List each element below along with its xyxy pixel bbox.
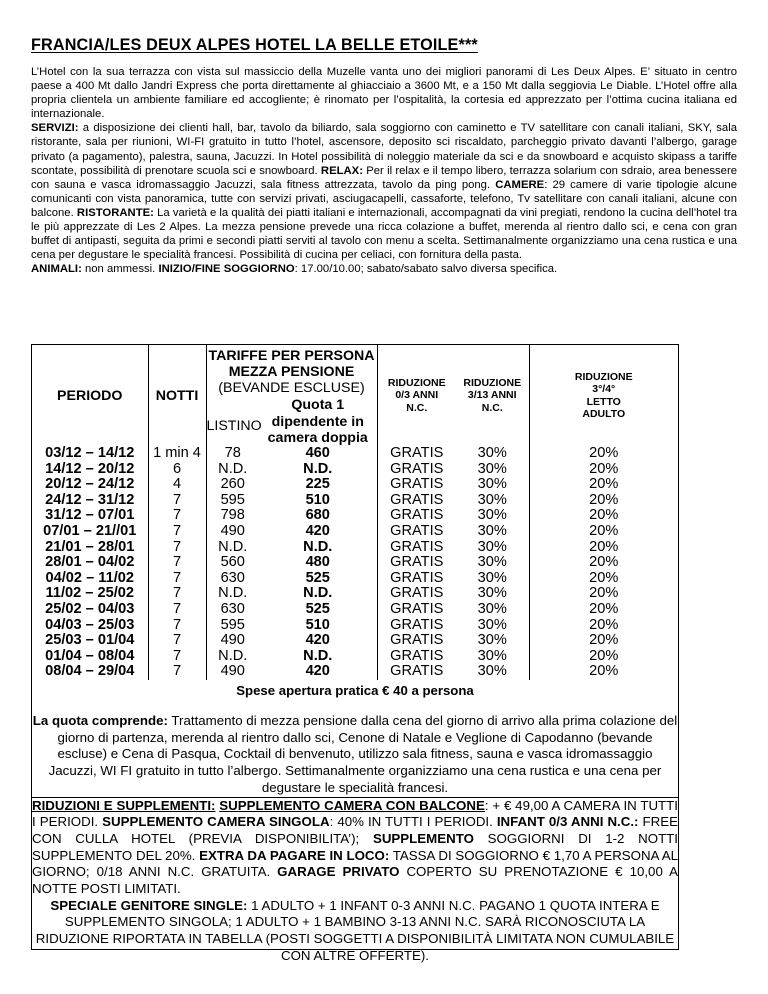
relax-text: Per il relax e il tempo libero, terrazza solarium con sdraio, area benessere con sauna e vasca idromassaggio Jacuzzi, sala fitness attrezzata, tavolo da ping pong. — [31, 164, 737, 191]
listino-cell: 798 — [206, 508, 259, 524]
table-row — [32, 649, 678, 665]
notti-cell: 7 — [148, 555, 206, 571]
quota-cell: 525 — [305, 569, 330, 586]
table-row — [32, 446, 678, 462]
rid-3-4-letto-cell: 20% — [529, 524, 678, 540]
quota-cell: 510 — [305, 616, 330, 633]
rid-3-13-cell: 30% — [477, 600, 507, 617]
rid-3-4-letto-cell: 20% — [529, 571, 678, 587]
period-cell: 28/01 – 04/02 — [45, 554, 135, 571]
rid-0-3-cell: GRATIS — [377, 540, 456, 556]
table-row — [32, 462, 678, 478]
inizio-text: : 17.00/10.00; sabato/sabato salvo diversa specifica. — [294, 263, 558, 276]
rates-box — [31, 344, 679, 963]
rid-0-3-cell: GRATIS — [377, 446, 456, 462]
rid-3-4-letto-cell: 20% — [529, 540, 678, 556]
quota-cell: 420 — [305, 522, 330, 539]
period-cell: 14/12 – 20/12 — [45, 460, 135, 477]
period-cell: 21/01 – 28/01 — [45, 538, 135, 555]
servizi-text: a disposizione dei clienti hall, bar, tavolo da biliardo, sala soggiorno con caminetto e TV satellitare con canali italiani, SKY, sala ristorante, sala per riunioni, WI-FI gratuito in tutto l’hotel, ascensore, deposito sci riscaldato, parcheggio privato davanti l’albergo, garage privato (a pagamento), palestra, sauna, Jacuzzi. In Hotel possibilità di noleggio materiale da sci e da snowboard e acquisto skipass a tariffe scontate, possibilità di prenotare scuola sci e snowboard. — [31, 122, 737, 177]
period-cell: 03/12 – 14/12 — [45, 445, 135, 461]
rid-3-4-letto-cell: 20% — [529, 664, 678, 680]
quota-cell: 225 — [305, 476, 330, 493]
table-row — [32, 664, 678, 680]
rid-3-13-cell: 30% — [477, 663, 507, 680]
listino-cell: 260 — [206, 477, 259, 493]
notti-cell: 6 — [148, 462, 206, 478]
header-quota: Quota 1 dipendente in camera doppia — [267, 397, 368, 446]
quota-cell: N.D. — [303, 460, 333, 477]
garage-label: GARAGE PRIVATO — [277, 864, 400, 880]
notti-cell: 1 min 4 — [148, 446, 206, 462]
notti-cell: 4 — [148, 477, 206, 493]
table-row — [32, 477, 678, 493]
table-row — [32, 571, 678, 587]
quota-cell: N.D. — [303, 538, 333, 555]
listino-cell: N.D. — [206, 462, 259, 478]
quota-cell: 420 — [305, 632, 330, 649]
rid-3-13-cell: 30% — [477, 569, 507, 586]
table-row — [32, 540, 678, 556]
rid-0-3-cell: GRATIS — [377, 508, 456, 524]
animals-paragraph — [31, 262, 737, 276]
period-cell: 31/12 – 07/01 — [45, 507, 135, 524]
header-tariffe: TARIFFE PER PERSONA MEZZA PENSIONE (BEVANDE ESCLUSE) — [206, 345, 377, 417]
conditions-section — [32, 713, 678, 965]
rid-3-4-letto-cell: 20% — [529, 586, 678, 602]
rid-0-3-cell: GRATIS — [377, 618, 456, 634]
garage-text: COPERTO SU PRENOTAZIONE € 10,00 A NOTTE POSTI LIMITATI. — [32, 864, 679, 897]
table-row — [32, 602, 678, 618]
notti-cell: 7 — [148, 524, 206, 540]
quota-cell: N.D. — [303, 647, 333, 664]
hotel-description — [31, 65, 737, 276]
infant-label: INFANT 0/3 ANNI N.C.: — [496, 814, 639, 830]
notti-cell: 7 — [148, 633, 206, 649]
camere-label: CAMERE — [495, 178, 545, 191]
listino-cell: 560 — [206, 555, 259, 571]
notti-cell: 7 — [148, 493, 206, 509]
riduzioni-supplementi — [32, 797, 678, 898]
rid-3-13-cell: 30% — [477, 445, 507, 461]
listino-cell: N.D. — [206, 540, 259, 556]
rid-3-4-letto-cell: 20% — [529, 477, 678, 493]
header-notti: NOTTI — [148, 345, 206, 446]
animali-text: non ammessi. — [81, 263, 159, 276]
notti-cell: 7 — [148, 508, 206, 524]
singola-label: SUPPLEMENTO CAMERA SINGOLA — [102, 814, 330, 830]
header-rid-0-3: RIDUZIONE 0/3 ANNI N.C. — [377, 345, 456, 446]
quota-comprende-label: La quota comprende: — [32, 713, 168, 728]
singola-text: : 40% IN TUTTI I PERIODI. — [329, 814, 497, 830]
table-row — [32, 618, 678, 634]
speciale-genitore-single — [32, 898, 678, 965]
rid-3-13-cell: 30% — [477, 507, 507, 524]
notti-cell: 7 — [148, 649, 206, 665]
listino-cell: 630 — [206, 571, 259, 587]
document-page — [31, 36, 737, 276]
quota-comprende — [32, 713, 678, 797]
rid-0-3-cell: GRATIS — [377, 555, 456, 571]
listino-cell: 490 — [206, 524, 259, 540]
relax-label: RELAX: — [320, 164, 363, 177]
table-row — [32, 633, 678, 649]
period-cell: 24/12 – 31/12 — [45, 491, 135, 508]
services-paragraph — [31, 121, 737, 262]
rid-0-3-cell: GRATIS — [377, 602, 456, 618]
header-rid-3-4-letto: RIDUZIONE 3°/4° LETTO ADULTO — [529, 345, 678, 446]
extra-text: TASSA DI SOGGIORNO € 1,70 A PERSONA AL GIORNO; 0/18 ANNI N.C. GRATUITA. — [32, 847, 678, 880]
infant-text: FREE CON CULLA HOTEL (PREVIA DISPONIBILITA’); — [32, 814, 678, 846]
rid-3-4-letto-cell: 20% — [529, 602, 678, 618]
quota-cell: 680 — [305, 507, 330, 524]
rid-0-3-cell: GRATIS — [377, 462, 456, 478]
table-row — [32, 555, 678, 571]
balcone-label: SUPPLEMENTO CAMERA CON BALCONE — [219, 797, 485, 813]
quota-cell: 460 — [305, 445, 330, 461]
period-cell: 20/12 – 24/12 — [45, 476, 135, 493]
riduzioni-label: RIDUZIONI E SUPPLEMENTI: — [32, 797, 216, 813]
quota-cell: 510 — [305, 491, 330, 508]
rid-3-4-letto-cell: 20% — [529, 555, 678, 571]
listino-cell: 630 — [206, 602, 259, 618]
rid-0-3-cell: GRATIS — [377, 493, 456, 509]
notti-cell: 7 — [148, 571, 206, 587]
listino-cell: 595 — [206, 618, 259, 634]
period-cell: 07/01 – 21//01 — [43, 522, 137, 539]
period-cell: 11/02 – 25/02 — [45, 585, 134, 602]
listino-cell: 490 — [206, 664, 259, 680]
balcone-text: : + € 49,00 A CAMERA IN TUTTI I PERIODI. — [32, 797, 678, 830]
period-cell: 04/03 – 25/03 — [45, 616, 135, 633]
rid-3-4-letto-cell: 20% — [529, 633, 678, 649]
rid-0-3-cell: GRATIS — [377, 524, 456, 540]
servizi-label: SERVIZI: — [31, 122, 79, 135]
rid-3-13-cell: 30% — [477, 554, 507, 571]
header-listino: LISTINO — [206, 417, 259, 446]
table-row — [32, 586, 678, 602]
quota-cell: 480 — [305, 554, 330, 571]
quota-cell: 525 — [305, 600, 330, 617]
rid-0-3-cell: GRATIS — [377, 664, 456, 680]
rid-3-4-letto-cell: 20% — [529, 649, 678, 665]
table-row — [32, 524, 678, 540]
rid-3-13-cell: 30% — [477, 491, 507, 508]
rid-3-13-cell: 30% — [477, 585, 507, 602]
rid-3-13-cell: 30% — [477, 476, 507, 493]
period-cell: 25/02 – 04/03 — [45, 600, 135, 617]
period-cell: 01/04 – 08/04 — [45, 647, 135, 664]
notti-cell: 7 — [148, 586, 206, 602]
speciale-label: SPECIALE GENITORE SINGLE: — [50, 897, 248, 913]
listino-cell: 595 — [206, 493, 259, 509]
rid-0-3-cell: GRATIS — [377, 477, 456, 493]
rid-3-13-cell: 30% — [477, 538, 507, 555]
rid-0-3-cell: GRATIS — [377, 586, 456, 602]
rid-3-4-letto-cell: 20% — [529, 446, 678, 462]
notti-cell: 7 — [148, 602, 206, 618]
soggiorni-text: SOGGIORNI DI 1-2 NOTTI SUPPLEMENTO DEL 20%. — [32, 830, 679, 863]
quota-cell: N.D. — [303, 585, 333, 602]
rid-3-4-letto-cell: 20% — [529, 462, 678, 478]
listino-cell: 78 — [206, 446, 259, 462]
rid-0-3-cell: GRATIS — [377, 649, 456, 665]
rid-0-3-cell: GRATIS — [377, 633, 456, 649]
quota-comprende-text: Trattamento di mezza pensione dalla cena del giorno di arrivo alla prima colazione del giorno di partenza, merenda al rientro dallo sci, Cenone di Natale e Veglione di Capodanno (bevande escluse) e Cena di Pasqua, Cocktail di benvenuto, utilizzo sala fitness, sauna e vasca idromassaggio Jacuzzi, WI FI gratuito in tutto l’albergo. Settimanalmente organizziamo una cena rustica e una cena per degustare le specialità francesi. — [48, 713, 678, 795]
period-cell: 08/04 – 29/04 — [45, 663, 135, 680]
rates-table — [32, 345, 678, 680]
rid-3-13-cell: 30% — [477, 522, 507, 539]
listino-cell: 490 — [206, 633, 259, 649]
header-periodo: PERIODO — [57, 387, 123, 404]
ristorante-label: RISTORANTE: — [76, 206, 154, 219]
intro-paragraph: L’Hotel con la sua terrazza con vista sul massiccio della Muzelle vanta uno dei migliori panorami di Les Deux Alpes. E’ situato in centro paese a 400 Mt dallo Jandri Express che porta direttamente al ghiacciaio a 3600 Mt, e a 150 Mt dalla seggiovia Le Diable. L’Hotel offre alla propria clientela un ambiente familiare ed accogliente; è rinomato per l’ospitalità, la cortesia ed apprezzato per l’ottima cucina italiana ed internazionale. — [31, 66, 737, 121]
listino-cell: N.D. — [206, 586, 259, 602]
extra-label: EXTRA DA PAGARE IN LOCO: — [199, 847, 390, 863]
notti-cell: 7 — [148, 618, 206, 634]
period-cell: 25/03 – 01/04 — [45, 632, 135, 649]
rid-3-13-cell: 30% — [477, 647, 507, 664]
listino-cell: N.D. — [206, 649, 259, 665]
rid-3-13-cell: 30% — [477, 460, 507, 477]
notti-cell: 7 — [148, 664, 206, 680]
rid-3-13-cell: 30% — [477, 632, 507, 649]
rid-3-4-letto-cell: 20% — [529, 618, 678, 634]
rid-3-4-letto-cell: 20% — [529, 508, 678, 524]
period-cell: 04/02 – 11/02 — [45, 569, 134, 586]
table-row — [32, 493, 678, 509]
inizio-label: INIZIO/FINE SOGGIORNO — [158, 263, 295, 276]
soggiorni-label: SUPPLEMENTO — [372, 830, 474, 846]
ristorante-text: La varietà e la qualità dei piatti italiani e internazionali, accompagnati da vini pregiati, rendono la cucina dell’hotel tra le più apprezzate di Les 2 Alpes. La mezza pensione prevede una ricca colazione a buffet, merenda al rientro dallo sci, e cena con gran buffet di antipasti, seguita da primi e secondi piatti serviti al tavolo con menu a scelta. Settimanalmente organizziamo una cena rustica e una cena per degustare le specialità francesi. Possibilità di cucina per celiaci, con fornitura della pasta. — [31, 206, 737, 262]
table-row — [32, 508, 678, 524]
page-title: FRANCIA/LES DEUX ALPES HOTEL LA BELLE ETOILE*** — [31, 36, 478, 54]
quota-cell: 420 — [305, 663, 330, 680]
camere-text: : 29 camere di varie tipologie alcune comunicanti con vista panoramica, tutte con servizi privati, asciugacapelli, cassaforte, telefono, Tv satellitare con canali italiani, alcune con balcone. — [31, 178, 737, 219]
rid-3-4-letto-cell: 20% — [529, 493, 678, 509]
speciale-text: 1 ADULTO + 1 INFANT 0-3 ANNI N.C. PAGANO 1 QUOTA INTERA E SUPPLEMENTO SINGOLA; 1 ADULTO + 1 BAMBINO 3-13 ANNI N.C. SARÀ RICONOSCIUTA LA RIDUZIONE RIPORTATA IN TABELLA (POSTI SOGGETTI A DISPONIBILITÀ LIMITATA NON CUMULABILE CON ALTRE OFFERTE). — [35, 897, 675, 963]
rid-3-13-cell: 30% — [477, 616, 507, 633]
rid-0-3-cell: GRATIS — [377, 571, 456, 587]
spese-apertura: Spese apertura pratica € 40 a persona — [236, 683, 474, 698]
animali-label: ANIMALI: — [31, 263, 82, 276]
header-rid-3-13: RIDUZIONE 3/13 ANNI N.C. — [463, 376, 522, 414]
notti-cell: 7 — [148, 540, 206, 556]
